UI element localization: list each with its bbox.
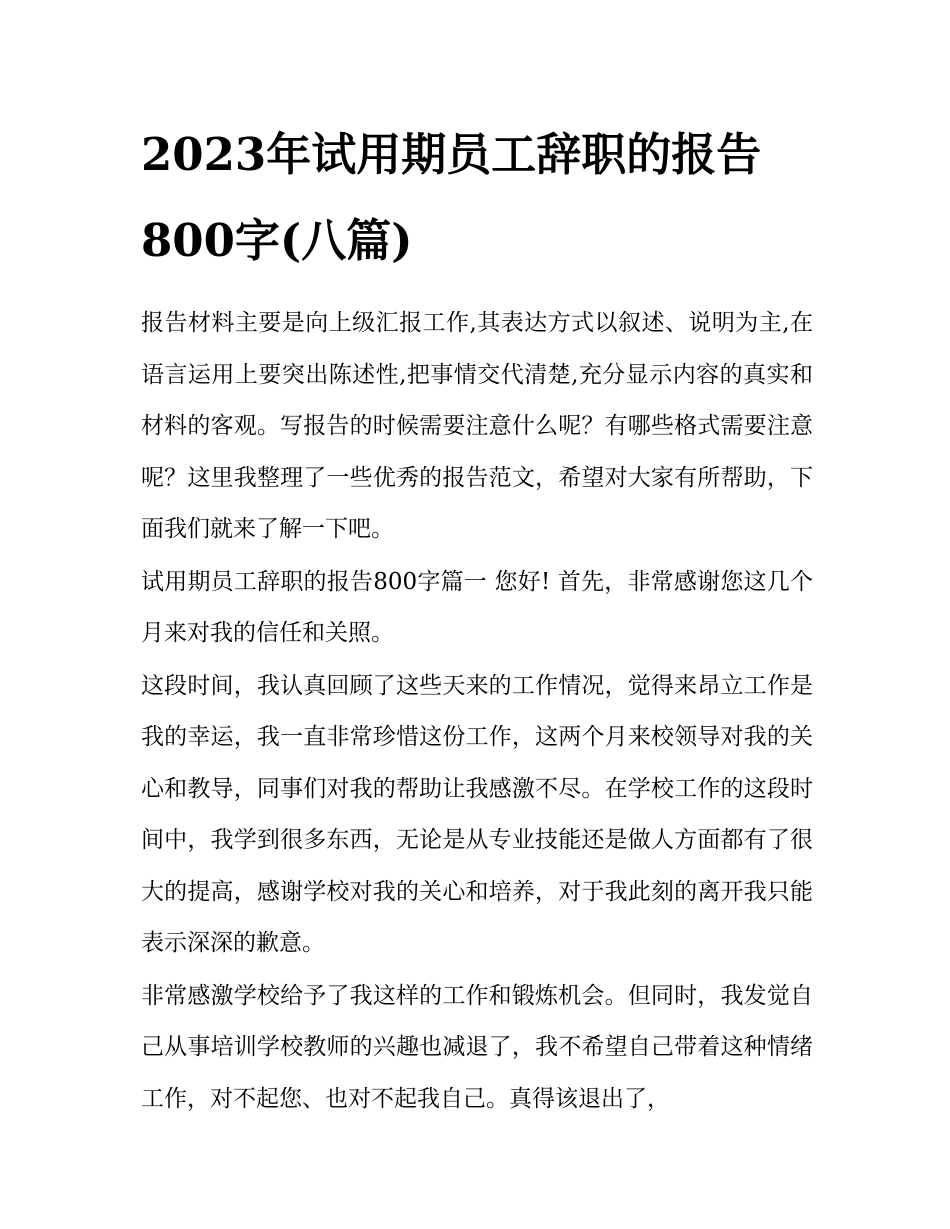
paragraph-intro: 报告材料主要是向上级汇报工作,其表达方式以叙述、说明为主,在语言运用上要突出陈述性,把事情交代清楚,充分显示内容的真实和材料的客观。写报告的时候需要注意什么呢？有哪些格式需要注意呢？这里我整理了一些优秀的报告范文，希望对大家有所帮助，下面我们就来了解一下吧。 xyxy=(141,310,813,542)
paragraph-greeting: 试用期员工辞职的报告800字篇一 您好! 首先，非常感谢您这几个月来对我的信任和关照。 xyxy=(141,568,813,646)
paragraph-resignation-reason: 非常感激学校给予了我这样的工作和锻炼机会。但同时，我发觉自己从事培训学校教师的兴趣也减退了，我不希望自己带着这种情绪工作，对不起您、也对不起我自己。真得该退出了， xyxy=(141,982,813,1112)
document-body xyxy=(141,112,813,1126)
document-title: 2023年试用期员工辞职的报告800字(八篇) xyxy=(141,128,762,267)
paragraph-work-review: 这段时间，我认真回顾了这些天来的工作情况，觉得来昂立工作是我的幸运，我一直非常珍惜这份工作，这两个月来校领导对我的关心和教导，同事们对我的帮助让我感激不尽。在学校工作的这段时间中，我学到很多东西，无论是从专业技能还是做人方面都有了很大的提高，感谢学校对我的关心和培养，对于我此刻的离开我只能表示深深的歉意。 xyxy=(141,672,813,956)
